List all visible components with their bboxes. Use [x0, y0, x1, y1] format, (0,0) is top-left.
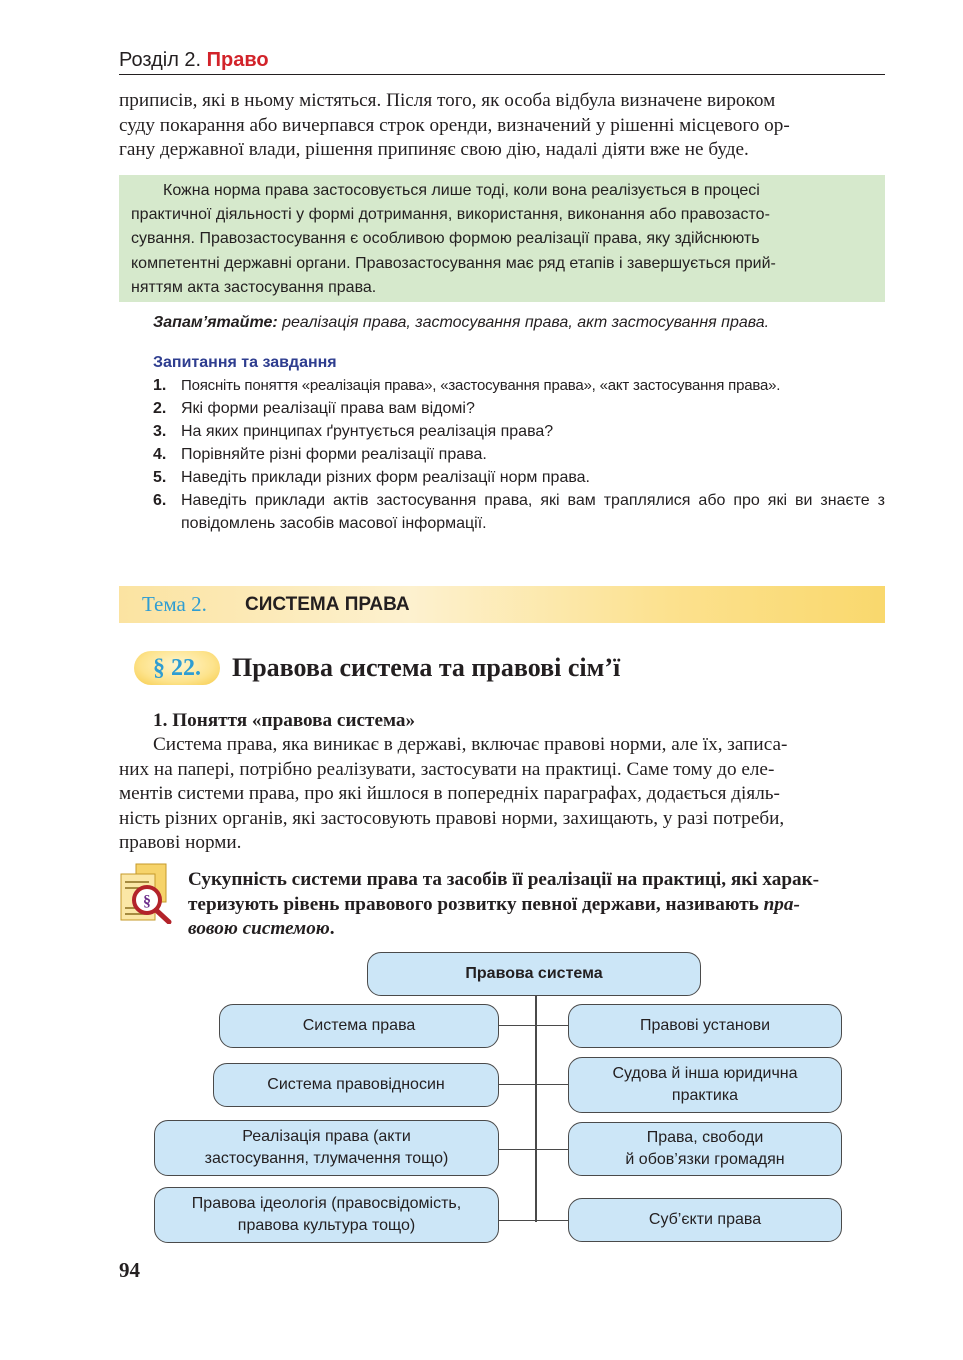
question-number: 2. — [153, 400, 167, 417]
question-item — [153, 397, 885, 420]
diagram-node-left — [154, 1120, 499, 1176]
node-label: Реалізація права (акти — [242, 1128, 411, 1145]
question-number: 5. — [153, 469, 167, 486]
text-line — [188, 917, 885, 942]
intro-paragraph — [119, 89, 885, 163]
node-label: застосування, тлумачення тощо) — [204, 1150, 449, 1167]
chapter-prefix: Розділ 2. — [119, 49, 202, 71]
connector-line — [499, 1220, 569, 1221]
question-item — [153, 466, 885, 489]
questions-title: Запитання та завдання — [153, 354, 337, 371]
diagram-node-right — [568, 1004, 842, 1048]
node-label: Правова система — [465, 965, 603, 982]
text-line: гану державної влади, рішення припиняє свою дію, надалі діяти вже не буде. — [119, 139, 749, 161]
subsection-title: 1. Поняття «правова система» — [153, 710, 416, 731]
section-number-badge: § 22. — [134, 651, 220, 685]
text-line: Сукупність системи права та засобів її реалізації на практиці, які харак- — [188, 869, 820, 890]
question-text: Наведіть приклади різних форм реалізації норм права. — [181, 469, 590, 486]
text-line: сування. Правозастосування є особливою формою реалізації права, яку здійснюють — [131, 230, 760, 248]
diagram-node-left — [213, 1063, 499, 1107]
connector-line — [499, 1084, 569, 1085]
definition-text-part: теризують рівень правового розвитку певної держави, називають — [188, 893, 764, 915]
node-label: Судова й інша юридична — [612, 1065, 798, 1082]
text-line — [188, 893, 885, 918]
text-line: няттям акта застосування права. — [131, 278, 377, 296]
node-label: Суб’єкти права — [648, 1211, 762, 1228]
text-line: практичної діяльності у формі дотримання, використання, виконання або правозасто- — [131, 206, 770, 224]
body-paragraph — [119, 733, 885, 856]
connector-line — [499, 1025, 569, 1026]
text-line: правові норми. — [119, 832, 242, 854]
text-line: суду покарання або вичерпався строк оренди, визначений у рішенні місцевого ор- — [119, 114, 790, 136]
text-line: них на папері, потрібно реалізувати, застосувати на практиці. Саме тому до еле- — [119, 758, 775, 780]
diagram-root-node — [367, 952, 701, 996]
theme-band — [119, 586, 885, 623]
node-label: Система правовідносин — [267, 1076, 445, 1093]
connector-line — [535, 996, 537, 1222]
summary-text — [131, 179, 873, 300]
question-text: Поясніть поняття «реалізація права», «застосування права», «акт застосування права». — [181, 377, 781, 394]
definition-magnifier-icon — [119, 862, 175, 924]
diagram-node-right — [568, 1122, 842, 1176]
node-label: Система права — [302, 1017, 416, 1034]
theme-label: Тема 2. — [142, 592, 207, 616]
question-item — [153, 489, 885, 535]
diagram-node-left — [219, 1004, 499, 1048]
text-line: ментів системи права, про які йшлося в попередніх параграфах, додається діяль- — [119, 783, 780, 805]
question-number: 3. — [153, 423, 167, 440]
node-label: й обов’язки громадян — [625, 1151, 785, 1168]
remember-terms: реалізація права, застосування права, акт застосування права. — [277, 314, 770, 331]
text-line: приписів, які в ньому містяться. Після того, як особа відбула визначене вироком — [119, 90, 776, 111]
definition-text — [188, 868, 885, 942]
question-item — [153, 443, 885, 466]
text-line: компетентні державні органи. Правозастосування має ряд етапів і завершується прий- — [131, 254, 776, 272]
definition-term: вовою системою — [188, 918, 330, 940]
node-label: правова культура тощо) — [237, 1217, 416, 1234]
node-label: Права, свободи — [646, 1129, 764, 1146]
remember-line — [153, 312, 885, 334]
question-item — [153, 374, 885, 397]
diagram-node-right — [568, 1198, 842, 1242]
running-head — [119, 46, 885, 75]
definition-term: пра- — [763, 893, 800, 915]
definition-text-part: . — [329, 918, 335, 940]
question-number: 4. — [153, 446, 167, 463]
svg-text:§: § — [143, 893, 151, 910]
questions-list — [153, 374, 885, 535]
chapter-name: Право — [206, 49, 269, 71]
page-number: 94 — [119, 1258, 140, 1282]
question-number: 1. — [153, 377, 167, 394]
text-line: ність різних органів, які застосовують правові норми, захищають, у разі потреби, — [119, 807, 785, 829]
diagram-node-right — [568, 1057, 842, 1113]
question-number: 6. — [153, 492, 167, 509]
question-text: Порівняйте різні форми реалізації права. — [181, 446, 487, 463]
question-item — [153, 420, 885, 443]
theme-title: СИСТЕМА ПРАВА — [245, 594, 410, 615]
text-line: Система права, яка виникає в державі, включає правові норми, але їх, записа- — [153, 734, 788, 755]
diagram-node-left — [154, 1187, 499, 1243]
node-label: Правові установи — [639, 1017, 771, 1034]
question-text: На яких принципах ґрунтується реалізація права? — [181, 423, 554, 440]
section-title: Правова система та правові сім’ї — [232, 653, 621, 682]
node-label: практика — [671, 1087, 739, 1104]
question-text: Наведіть приклади актів застосування права, які вам траплялися або про які ви знаєте з повідомлень засобів масової інформації. — [181, 492, 885, 532]
question-text: Які форми реалізації права вам відомі? — [181, 400, 475, 417]
node-label: Правова ідеологія (правосвідомість, — [191, 1195, 462, 1212]
text-line: Кожна норма права застосовується лише тоді, коли вона реалізується в процесі — [163, 182, 760, 199]
remember-label: Запам’ятайте: — [153, 314, 278, 331]
connector-line — [499, 1149, 569, 1150]
